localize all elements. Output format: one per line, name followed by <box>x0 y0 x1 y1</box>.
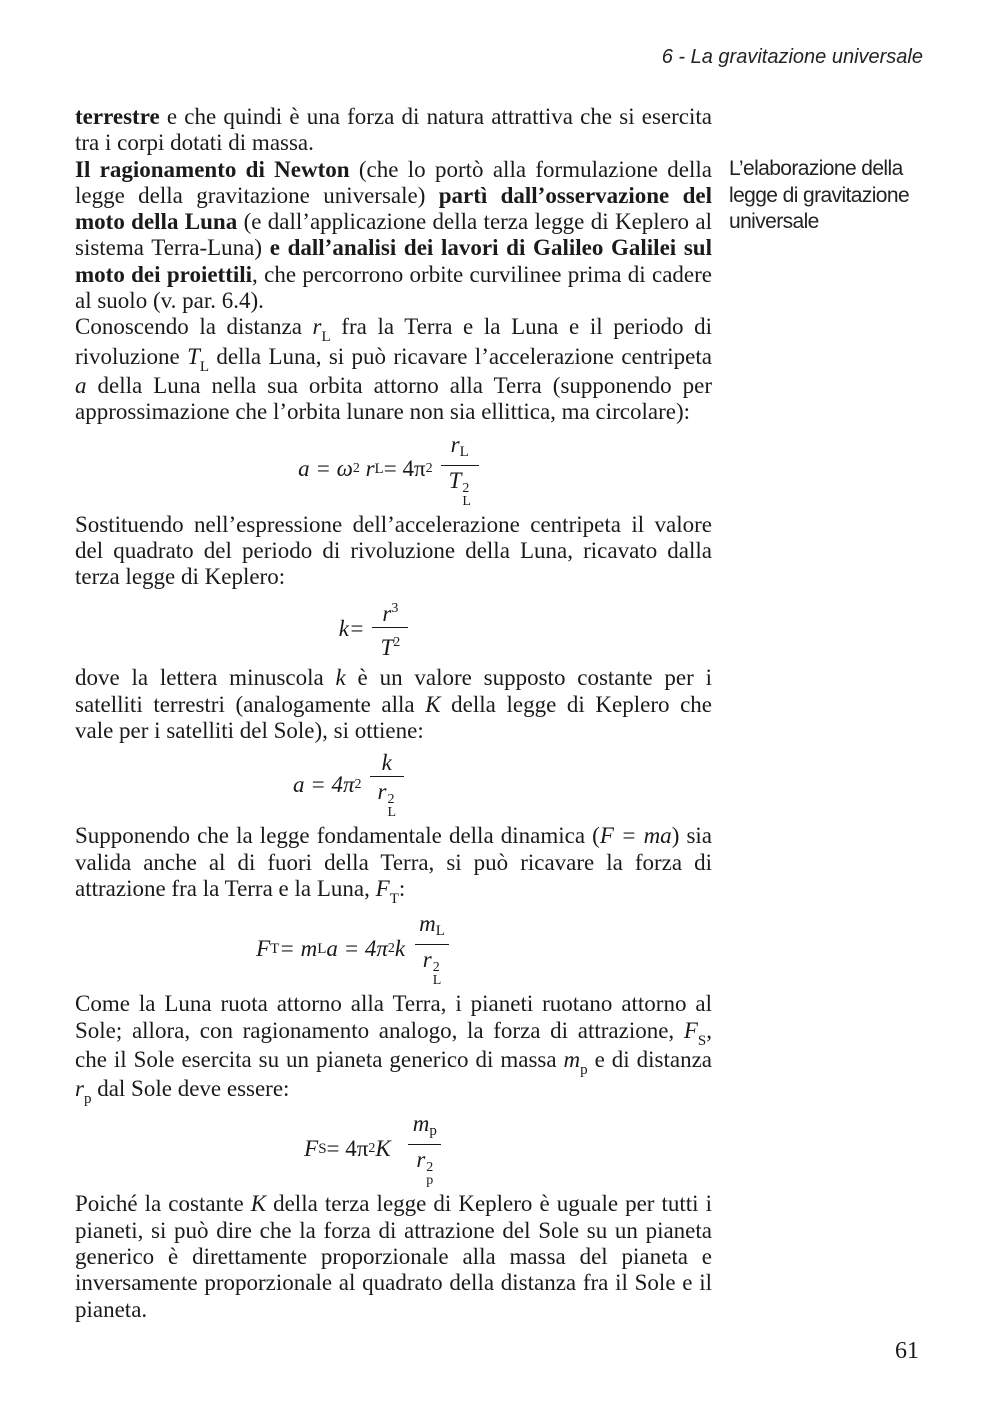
paragraph-7: Come la Luna ruota attorno alla Terra, i pianeti ruotano attorno al Sole; allora, con ragionamento analogo, la forza di attrazione, $F_S$, che il Sole esercita su un pianeta generico di massa $m_p$ e di distanza $r_p$ dal Sole deve essere: <box>75 991 712 1108</box>
paragraph-3: Conoscendo la distanza $r_L$ fra la Terra e la Luna e il periodo di rivoluzione $T_L$ della Luna, si può ricavare l’accelerazione centripeta a della Luna nella sua orbita attorno alla Terra (supponendo per approssimazione che l’orbita lunare non sia ellittica, ma circolare): <box>75 314 713 425</box>
fraction: mp r 2 p <box>407 1111 443 1187</box>
equation-acceleration: a = 4π 2 k r 2 L <box>0 750 712 819</box>
paragraph-2: Il ragionamento di Newton (che lo portò alla formulazione della legge della gravitazione universale) partì dall’osservazione del moto della Luna (e dall’applicazione della terza legge di Keplero al sistema Terra-Luna) e dall’analisi dei lavori di Galileo Galilei sul moto dei proiettili, che percorrono orbite curvilinee prima di cadere al suolo (v. par. 6.4). <box>75 156 712 314</box>
fraction: mL r 2 L <box>413 911 451 987</box>
paragraph-6: Supponendo che la legge fondamentale della dinamica (F = ma) sia valida anche al di fuori della Terra, si può ricavare la forza di attrazione fra la Terra e la Luna, $F_T$: <box>75 823 712 907</box>
equation-centripetal: a = ω 2 r L = 4π 2 rL T 2 L <box>65 432 712 508</box>
equation-force-earth-moon: F T = m L a = 4π 2 k mL r 2 L <box>0 911 712 987</box>
paragraph-5: dove la lettera minuscola k è un valore supposto costante per i satelliti terrestri (analogamente alla K della legge di Keplero che vale per i satelliti del Sole), si ottiene: <box>75 665 713 744</box>
paragraph-1: terrestre e che quindi è una forza di natura attrattiva che si esercita tra i corpi dotati di massa. <box>75 104 712 156</box>
page-number: 61 <box>895 1338 919 1364</box>
fraction: k r 2 L <box>370 750 405 819</box>
running-header: 6 - La gravitazione universale <box>661 46 923 68</box>
paragraph-4: Sostituendo nell’espressione dell’accelerazione centripeta il valore del quadrato del periodo di rivoluzione della Luna, ricavato dalla terza legge di Keplero: <box>75 511 712 590</box>
fraction: rL T 2 L <box>441 432 479 508</box>
main-text <box>75 104 712 1323</box>
paragraph-8: Poiché la costante K della terza legge di Keplero è uguale per tutti i pianeti, si può dire che la forza di attrazione del Sole su un pianeta generico è direttamente proporzionale alla massa del pianeta e inversamente proporzionale al quadrato della distanza fra il Sole e il pianeta. <box>75 1191 712 1322</box>
equation-kepler: k= $\frac{r^3}{T^2}$ <box>35 596 712 661</box>
fraction: $\frac{r^3}{T^2}$ <box>372 596 408 661</box>
margin-note: L’elaborazione della legge di gravitazione universale <box>729 157 910 233</box>
equation-force-sun-planet: F S = 4π 2 K mp r 2 p <box>35 1111 712 1187</box>
